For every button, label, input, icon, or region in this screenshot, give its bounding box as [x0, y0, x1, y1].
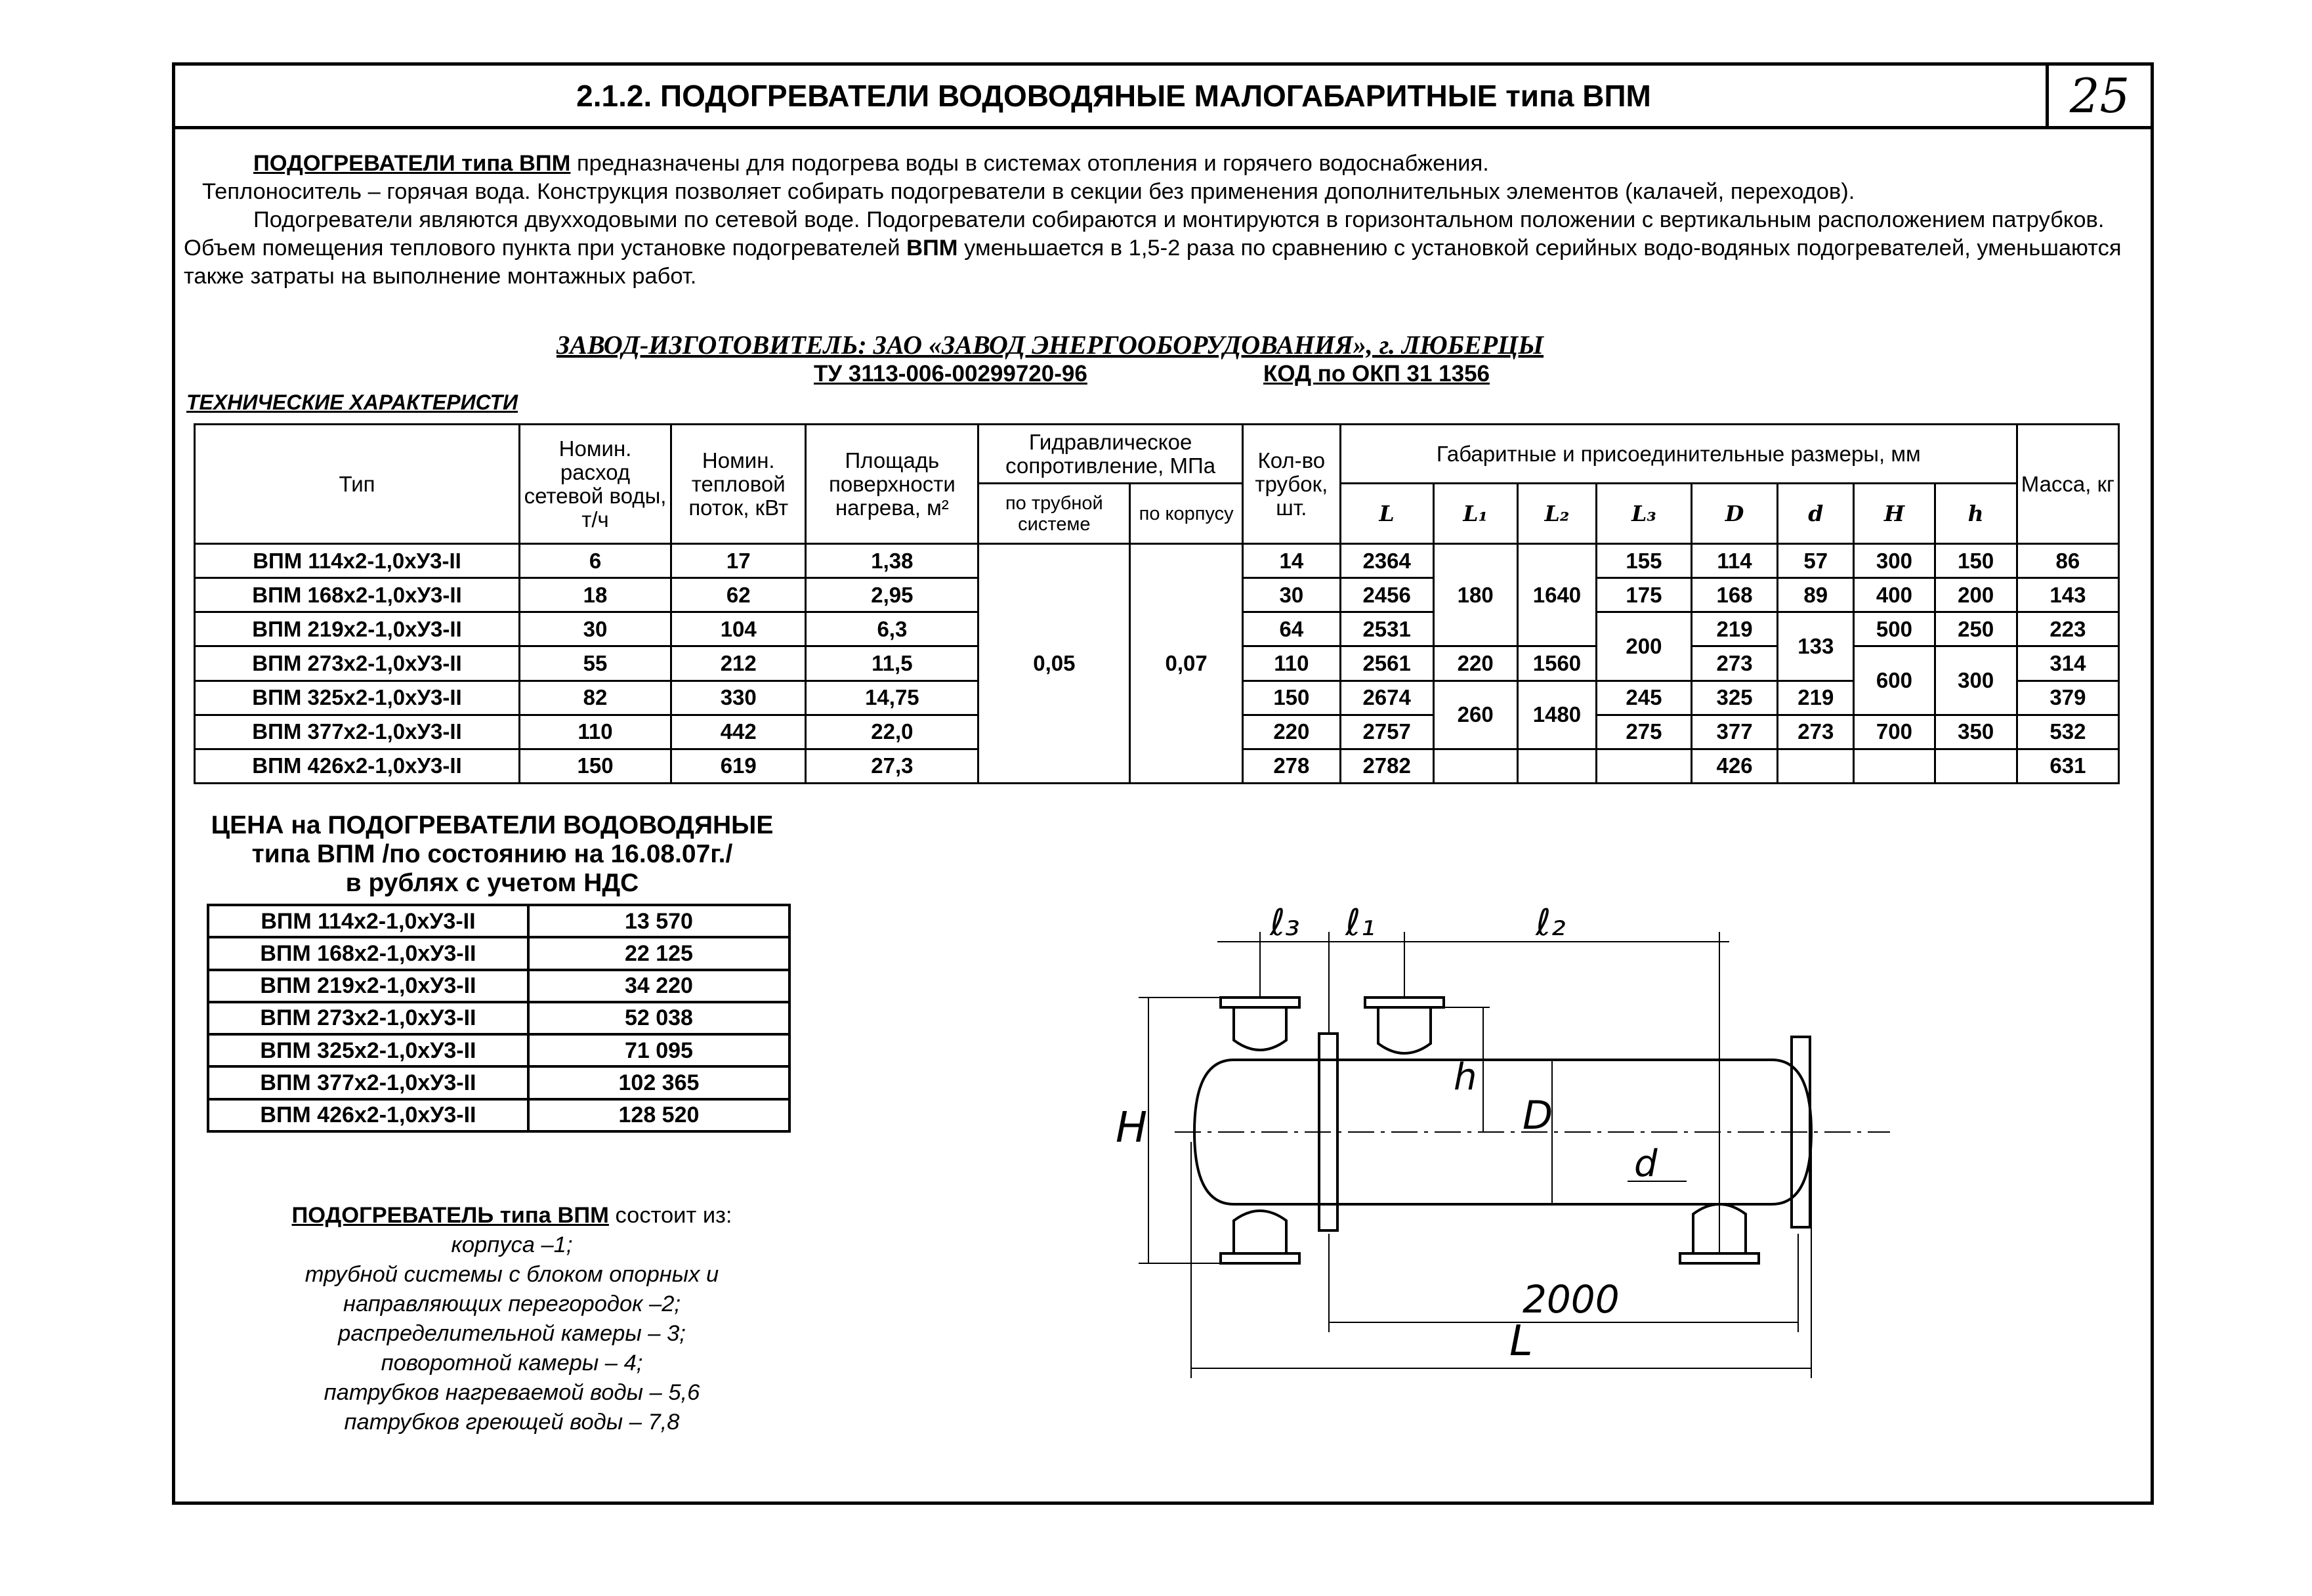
cell-L: 2531 [1340, 612, 1433, 646]
cell-heat: 212 [671, 646, 806, 681]
composition-item: поворотной камеры – 4; [381, 1351, 643, 1376]
label-h: h [1454, 1056, 1477, 1099]
header-bar [172, 62, 2154, 129]
spec-table [194, 423, 2120, 784]
composition-item: патрубков греющей воды – 7,8 [344, 1410, 680, 1435]
cell-L: 2456 [1340, 578, 1433, 612]
cell-mass: 314 [2017, 646, 2118, 681]
cell-flow: 110 [519, 715, 671, 749]
cell-area: 2,95 [806, 578, 978, 612]
intro-p3-a: Подогреватели являются двухходовыми по сетевой воде. Подогреватели собираются и монтируются в горизонтальном положении с вертикальным расположением патрубков. Объем помещения теплового пункта при установке подогревателей [184, 207, 2105, 261]
cell-L: 2674 [1340, 681, 1433, 715]
composition-item: направляющих перегородок –2; [343, 1292, 681, 1316]
composition-lead-rest: состоит из: [608, 1203, 732, 1228]
price-value: 34 220 [528, 970, 789, 1002]
cell-hydro-body: 0,07 [1130, 544, 1243, 784]
cell-D: 273 [1691, 646, 1777, 681]
th-heat: Номин. тепловой поток, кВт [671, 425, 806, 544]
cell-mass: 223 [2017, 612, 2118, 646]
cell-area: 14,75 [806, 681, 978, 715]
price-type: ВПМ 168х2-1,0хУ3-II [208, 937, 528, 969]
nozzle-top-left-flange [1221, 998, 1299, 1007]
nozzle-bottom-left [1234, 1211, 1286, 1253]
cell-tubes: 14 [1242, 544, 1340, 578]
price-title-line2: типа ВПМ /по состоянию на 16.08.07г./ [251, 840, 733, 868]
cell-type: ВПМ 219х2-1,0хУ3-II [195, 612, 520, 646]
price-value: 22 125 [528, 937, 789, 969]
cell-D: 219 [1691, 612, 1777, 646]
intro-lead: ПОДОГРЕВАТЕЛИ типа ВПМ [253, 151, 571, 176]
cell-area: 11,5 [806, 646, 978, 681]
cell-L3: 155 [1597, 544, 1692, 578]
cell-h [1935, 749, 2017, 783]
table-row [208, 937, 789, 969]
page-title: 2.1.2. ПОДОГРЕВАТЕЛИ ВОДОВОДЯНЫЕ МАЛОГАБАРИТНЫЕ типа ВПМ [576, 79, 1651, 113]
price-title-line1: ЦЕНА на ПОДОГРЕВАТЕЛИ ВОДОВОДЯНЫЕ [211, 811, 774, 839]
cell-D: 168 [1691, 578, 1777, 612]
nozzle-bottom-left-flange [1221, 1253, 1299, 1263]
cell-area: 27,3 [806, 749, 978, 783]
page-number: 25 [2046, 66, 2151, 126]
th-tubes: Кол-во трубок, шт. [1242, 425, 1340, 544]
price-type: ВПМ 325х2-1,0хУ3-II [208, 1034, 528, 1066]
cell-type: ВПМ 377х2-1,0хУ3-II [195, 715, 520, 749]
price-type: ВПМ 377х2-1,0хУ3-II [208, 1066, 528, 1099]
th-L3: L₃ [1597, 484, 1692, 544]
manufacturer: ЗАВОД-ИЗГОТОВИТЕЛЬ: ЗАО «ЗАВОД ЭНЕРГООБОРУДОВАНИЯ», г. ЛЮБЕРЦЫ [556, 330, 1544, 360]
cell-d: 57 [1778, 544, 1854, 578]
cell-h: 200 [1935, 578, 2017, 612]
cell-L: 2561 [1340, 646, 1433, 681]
th-L2: L₂ [1517, 484, 1596, 544]
table-row [208, 970, 789, 1002]
price-title-line3: в рублях с учетом НДС [345, 869, 639, 897]
cell-tubes: 110 [1242, 646, 1340, 681]
cell-type: ВПМ 273х2-1,0хУ3-II [195, 646, 520, 681]
cell-flow: 55 [519, 646, 671, 681]
cell-area: 22,0 [806, 715, 978, 749]
cell-type: ВПМ 168х2-1,0хУ3-II [195, 578, 520, 612]
label-H: H [1116, 1104, 1148, 1152]
cell-L1 [1433, 749, 1517, 783]
cell-H: 300 [1854, 544, 1935, 578]
th-hydro-tube: по трубной системе [978, 484, 1130, 544]
cell-heat: 619 [671, 749, 806, 783]
table-row [208, 1034, 789, 1066]
cell-tubes: 64 [1242, 612, 1340, 646]
intro-p1-rest: предназначены для подогрева воды в системах отопления и горячего водоснабжения. [570, 151, 1489, 176]
cell-type: ВПМ 114х2-1,0хУ3-II [195, 544, 520, 578]
label-L: L [1509, 1317, 1533, 1366]
cell-d [1778, 749, 1854, 783]
tu-code: ТУ 3113-006-00299720-96 [814, 361, 1087, 387]
cell-type: ВПМ 426х2-1,0хУ3-II [195, 749, 520, 783]
cell-d: 219 [1778, 681, 1854, 715]
cell-L3: 200 [1597, 612, 1692, 681]
cell-area: 1,38 [806, 544, 978, 578]
th-h: h [1935, 484, 2017, 544]
composition-lead: ПОДОГРЕВАТЕЛЬ типа ВПМ [291, 1203, 609, 1228]
intro-text [184, 150, 2146, 291]
price-value: 128 520 [528, 1099, 789, 1131]
table-row [208, 1099, 789, 1131]
cell-heat: 442 [671, 715, 806, 749]
cell-L: 2364 [1340, 544, 1433, 578]
cell-d: 133 [1778, 612, 1854, 681]
price-table [207, 904, 791, 1133]
price-value: 52 038 [528, 1002, 789, 1034]
cell-d: 273 [1778, 715, 1854, 749]
cell-D: 377 [1691, 715, 1777, 749]
cell-D: 426 [1691, 749, 1777, 783]
cell-tubes: 278 [1242, 749, 1340, 783]
cell-tubes: 220 [1242, 715, 1340, 749]
label-l2: ℓ₂ [1536, 902, 1566, 944]
cell-d: 89 [1778, 578, 1854, 612]
th-type: Тип [195, 425, 520, 544]
cell-type: ВПМ 325х2-1,0хУ3-II [195, 681, 520, 715]
cell-L2: 1480 [1517, 681, 1596, 749]
composition-lead-line [197, 1201, 827, 1230]
cell-L3: 275 [1597, 715, 1692, 749]
cell-H: 600 [1854, 646, 1935, 715]
cell-flow: 30 [519, 612, 671, 646]
cell-H: 400 [1854, 578, 1935, 612]
intro-p3 [184, 206, 2146, 291]
cell-heat: 104 [671, 612, 806, 646]
label-D: D [1523, 1093, 1553, 1139]
table-row [195, 544, 2119, 578]
price-type: ВПМ 273х2-1,0хУ3-II [208, 1002, 528, 1034]
th-flow: Номин. расход сетевой воды, т/ч [519, 425, 671, 544]
table-row [208, 905, 789, 937]
th-hydro-body: по корпусу [1130, 484, 1243, 544]
price-type: ВПМ 426х2-1,0хУ3-II [208, 1099, 528, 1131]
cell-L3: 175 [1597, 578, 1692, 612]
composition [197, 1201, 827, 1437]
cell-tubes: 150 [1242, 681, 1340, 715]
composition-item: распределительной камеры – 3; [338, 1321, 686, 1346]
intro-p3-bold: ВПМ [906, 236, 958, 261]
composition-item: патрубков нагреваемой воды – 5,6 [324, 1380, 700, 1405]
cell-heat: 17 [671, 544, 806, 578]
cell-h: 300 [1935, 646, 2017, 715]
cell-mass: 379 [2017, 681, 2118, 715]
okp-code: КОД по ОКП 31 1356 [1263, 361, 1490, 387]
th-H: H [1854, 484, 1935, 544]
cell-L2 [1517, 749, 1596, 783]
cell-heat: 62 [671, 578, 806, 612]
table-row [208, 1066, 789, 1099]
intro-p2: Теплоноситель – горячая вода. Конструкция позволяет собирать подогреватели в секции без применения дополнительных элементов (калачей, переходов). [202, 179, 1855, 204]
cell-flow: 150 [519, 749, 671, 783]
cell-L3 [1597, 749, 1692, 783]
cell-flow: 82 [519, 681, 671, 715]
th-L: L [1340, 484, 1433, 544]
th-D: D [1691, 484, 1777, 544]
cell-mass: 532 [2017, 715, 2118, 749]
th-d: d [1778, 484, 1854, 544]
composition-item: трубной системы с блоком опорных и [305, 1262, 719, 1287]
price-type: ВПМ 219х2-1,0хУ3-II [208, 970, 528, 1002]
cell-area: 6,3 [806, 612, 978, 646]
cell-heat: 330 [671, 681, 806, 715]
cell-tubes: 30 [1242, 578, 1340, 612]
cell-mass: 86 [2017, 544, 2118, 578]
cell-L1: 220 [1433, 646, 1517, 681]
label-2000: 2000 [1523, 1277, 1620, 1322]
cell-L2: 1640 [1517, 544, 1596, 646]
cell-H [1854, 749, 1935, 783]
table-row [208, 1002, 789, 1034]
th-area: Площадь поверхности нагрева, м² [806, 425, 978, 544]
cell-D: 325 [1691, 681, 1777, 715]
cell-H: 500 [1854, 612, 1935, 646]
nozzle-bottom-right-flange [1680, 1253, 1759, 1263]
price-type: ВПМ 114х2-1,0хУ3-II [208, 905, 528, 937]
cell-L2: 1560 [1517, 646, 1596, 681]
composition-item: корпуса –1; [451, 1232, 573, 1257]
price-value: 71 095 [528, 1034, 789, 1066]
label-l1: ℓ₁ [1345, 902, 1376, 944]
price-value: 13 570 [528, 905, 789, 937]
tech-label: ТЕХНИЧЕСКИЕ ХАРАКТЕРИСТИ [186, 390, 518, 414]
th-mass: Масса, кг [2017, 425, 2118, 544]
cell-flow: 18 [519, 578, 671, 612]
cell-L: 2782 [1340, 749, 1433, 783]
cell-h: 350 [1935, 715, 2017, 749]
nozzle-top-left [1234, 1007, 1286, 1050]
cell-L: 2757 [1340, 715, 1433, 749]
intro-p1 [184, 150, 2146, 178]
th-hydro: Гидравлическое сопротивление, МПа [978, 425, 1243, 484]
cell-flow: 6 [519, 544, 671, 578]
price-title [177, 811, 807, 898]
label-l3: ℓ₃ [1270, 902, 1300, 944]
nozzle-top-mid [1378, 1007, 1431, 1053]
cell-L1: 260 [1433, 681, 1517, 749]
cell-h: 150 [1935, 544, 2017, 578]
label-d: d [1634, 1143, 1658, 1185]
cell-hydro-tube: 0,05 [978, 544, 1130, 784]
cell-L3: 245 [1597, 681, 1692, 715]
th-dims: Габаритные и присоединительные размеры, мм [1340, 425, 2017, 484]
cell-D: 114 [1691, 544, 1777, 578]
cell-mass: 143 [2017, 578, 2118, 612]
cell-L1: 180 [1433, 544, 1517, 646]
cell-mass: 631 [2017, 749, 2118, 783]
cell-H: 700 [1854, 715, 1935, 749]
heater-drawing [1076, 892, 1903, 1418]
th-L1: L₁ [1433, 484, 1517, 544]
cell-h: 250 [1935, 612, 2017, 646]
price-value: 102 365 [528, 1066, 789, 1099]
nozzle-top-mid-flange [1365, 998, 1444, 1007]
intro-p3-b: уменьшается в 1,5-2 раза по сравнению с установкой серийных водо-водяных подогревателей, уменьшаются также затраты на выполнение монтажных работ. [184, 236, 2122, 289]
